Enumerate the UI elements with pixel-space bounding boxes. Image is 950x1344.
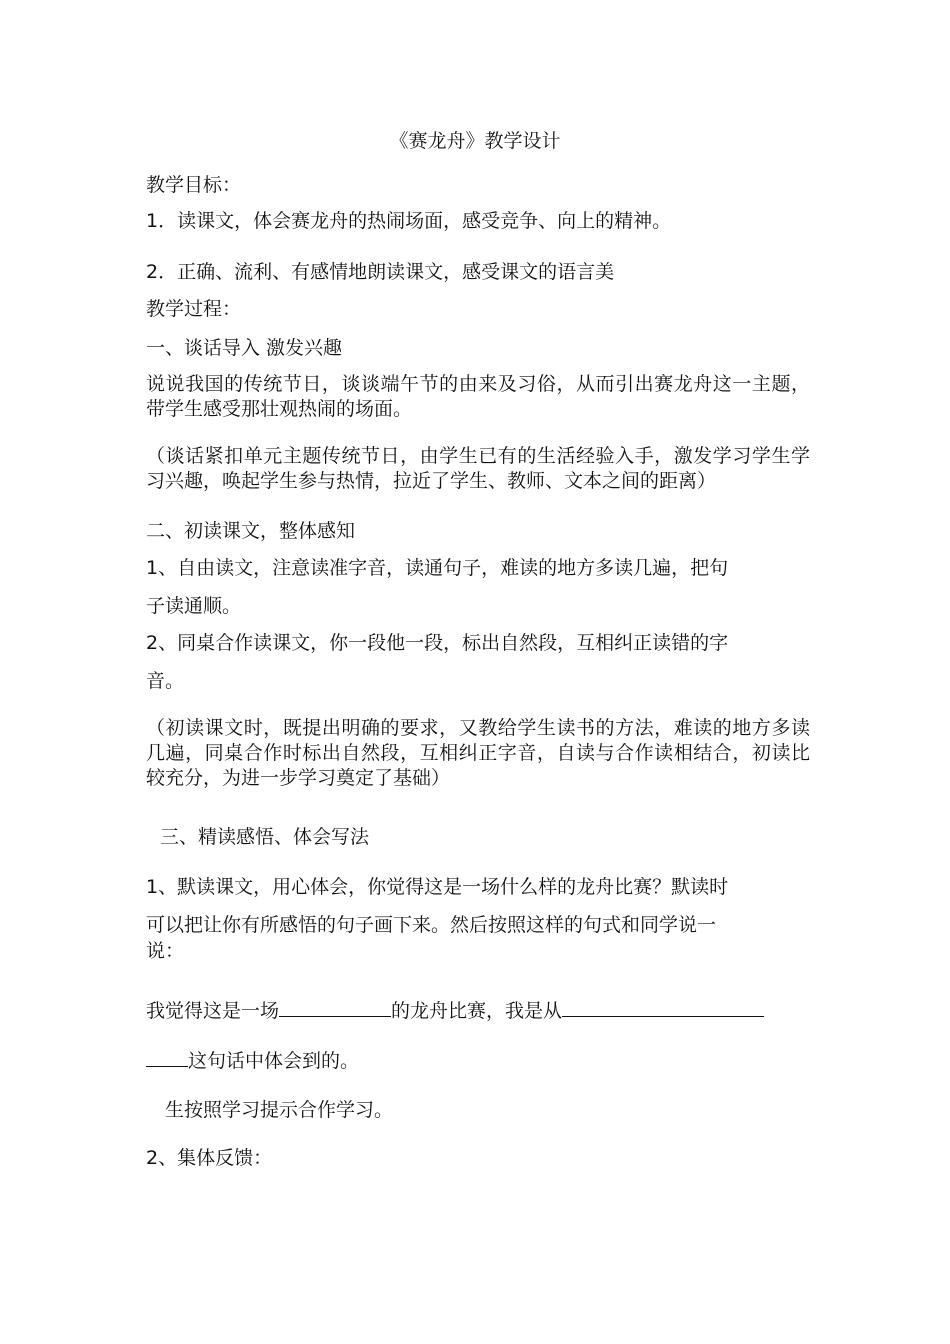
template-text-2: 的龙舟比赛，我是从 (391, 1000, 563, 1022)
goal-item-2: 2．正确、流利、有感情地朗读课文，感受课文的语言美 (146, 261, 615, 283)
template-text-3: 这句话中体会到的。 (188, 1050, 360, 1072)
section-1-heading: 一、谈话导入 激发兴趣 (146, 337, 343, 359)
fill-in-sentence-line-2 (146, 1046, 359, 1073)
section-1-body: 说说我国的传统节日，谈谈端午节的由来及习俗，从而引出赛龙舟这一主题，带学生感受那壮观热闹的场面。 (146, 373, 810, 420)
section-3-step-1-line-1: 1、默读课文，用心体会，你觉得这是一场什么样的龙舟比赛？默读时 (146, 876, 729, 898)
section-3-activity: 生按照学习提示合作学习。 (165, 1099, 394, 1121)
section-3-heading: 三、精读感悟、体会写法 (160, 826, 370, 848)
goal-item-1: 1．读课文，体会赛龙舟的热闹场面，感受竞争、向上的精神。 (146, 210, 672, 232)
section-2-heading: 二、初读课文，整体感知 (146, 520, 356, 542)
section-2-step-1-line-1: 1、自由读文，注意读准字音，读通句子，难读的地方多读几遍，把句 (146, 557, 729, 579)
goals-heading: 教学目标： (146, 174, 242, 196)
section-2-note: （初读课文时，既提出明确的要求，又教给学生读书的方法，难读的地方多读几遍，同桌合作时标出自然段，互相纠正字音，自读与合作读相结合，初读比较充分，为进一步学习奠定了基础） (146, 717, 810, 789)
section-2-step-2-line-2: 音。 (146, 670, 185, 692)
section-3-step-1-line-3: 说： (146, 940, 185, 962)
section-1-note: （谈话紧扣单元主题传统节日，由学生已有的生活经验入手，激发学习学生学习兴趣，唤起学生参与热情，拉近了学生、教师、文本之间的距离） (146, 445, 810, 492)
fill-in-sentence-line-1 (146, 996, 764, 1023)
section-2-step-2-line-1: 2、同桌合作读课文，你一段他一段，标出自然段，互相纠正读错的字 (146, 632, 729, 654)
fill-in-blank-2-continued (146, 1046, 188, 1067)
template-text-1: 我觉得这是一场 (146, 1000, 280, 1022)
document-title: 《赛龙舟》教学设计 (389, 130, 561, 152)
fill-in-blank-1 (279, 996, 391, 1017)
section-3-step-2: 2、集体反馈： (146, 1147, 273, 1169)
fill-in-blank-2 (562, 996, 764, 1017)
section-3-step-1-line-2: 可以把让你有所感悟的句子画下来。然后按照这样的句式和同学说一 (146, 914, 717, 936)
section-2-step-1-line-2: 子读通顺。 (146, 595, 242, 617)
process-heading: 教学过程： (146, 298, 242, 320)
